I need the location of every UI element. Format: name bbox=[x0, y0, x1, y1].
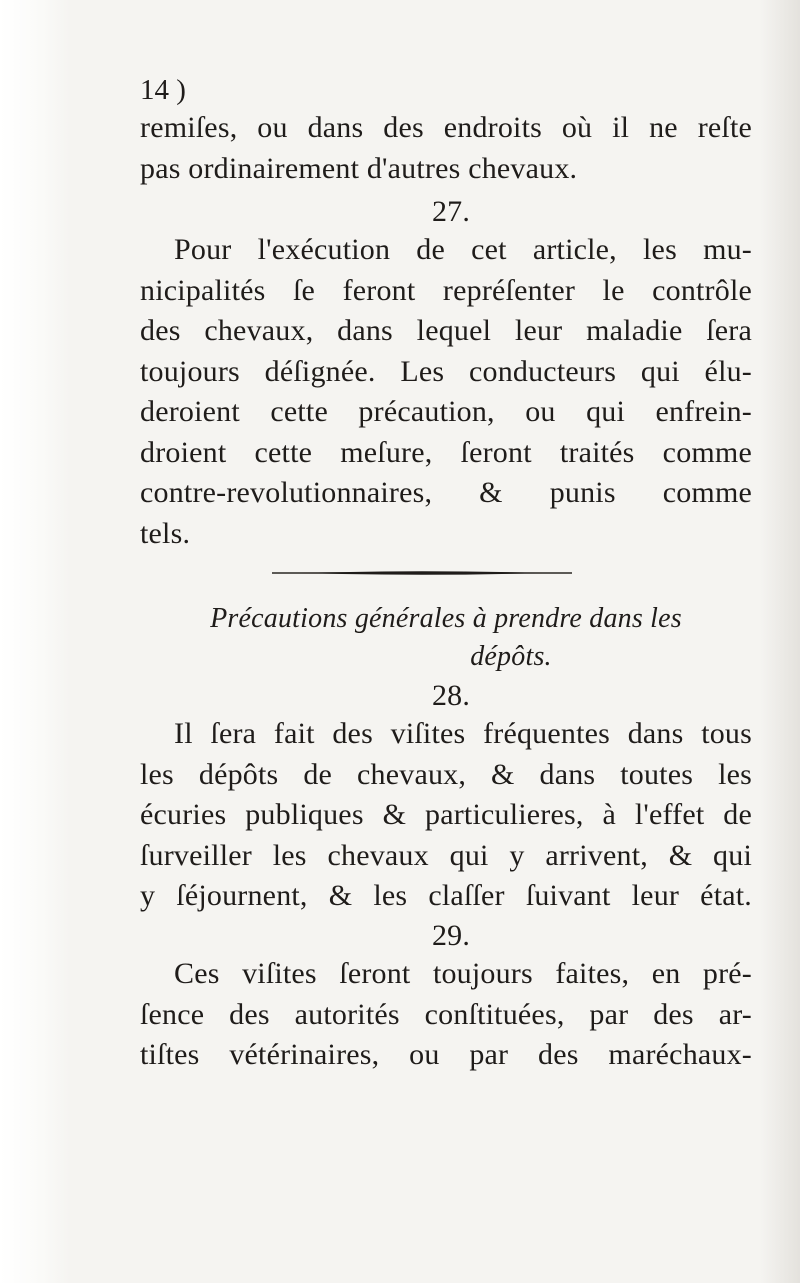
article-29 bbox=[140, 918, 752, 1076]
text-line: ſurveiller les chevaux qui y arrivent, & qui bbox=[140, 838, 752, 872]
text-line: droient cette meſure, ſeront traités comme bbox=[140, 435, 752, 469]
text-line: des chevaux, dans lequel leur maladie ſera bbox=[140, 314, 752, 347]
text-line: tiſtes vétérinaires, ou par des maréchaux- bbox=[140, 1038, 752, 1071]
text-line: remiſes, ou dans des endroits où il ne reſte bbox=[140, 111, 752, 144]
text-line: deroient cette précaution, ou qui enfrein- bbox=[140, 395, 752, 428]
text-line: toujours déſignée. Les conducteurs qui élu- bbox=[140, 354, 752, 388]
heading-line: dépôts. bbox=[470, 641, 552, 672]
text-line: contre-revolutionnaires, & punis comme bbox=[140, 476, 752, 509]
text-line: ſence des autorités conſtituées, par des ar- bbox=[140, 997, 752, 1031]
text-line: pas ordinairement d'autres chevaux. bbox=[140, 151, 578, 185]
article-number: 28. bbox=[431, 679, 471, 712]
text-line: tels. bbox=[140, 516, 191, 550]
text-line: écuries publiques & particulieres, à l'effet de bbox=[140, 798, 752, 831]
article-number: 27. bbox=[431, 195, 471, 228]
section-divider bbox=[272, 570, 572, 576]
article-28 bbox=[140, 678, 752, 917]
section-heading bbox=[140, 600, 752, 676]
article-number: 29. bbox=[431, 919, 471, 952]
text-line: y ſéjournent, & les claſſer ſuivant leur état. bbox=[140, 879, 752, 912]
heading-line: Précautions générales à prendre dans les bbox=[210, 603, 682, 634]
page-number: 14 ) bbox=[140, 74, 186, 106]
text-line: Pour l'exécution de cet article, les mu- bbox=[174, 233, 752, 266]
text-line: les dépôts de chevaux, & dans toutes les bbox=[140, 757, 752, 791]
article-27 bbox=[140, 194, 752, 554]
text-line: Il ſera fait des viſites fréquentes dans tous bbox=[174, 717, 752, 750]
text-line: nicipalités ſe feront repréſenter le contrôle bbox=[140, 273, 752, 307]
continuation-paragraph bbox=[140, 108, 752, 189]
text-line: Ces viſites ſeront toujours faites, en pré- bbox=[174, 957, 752, 990]
